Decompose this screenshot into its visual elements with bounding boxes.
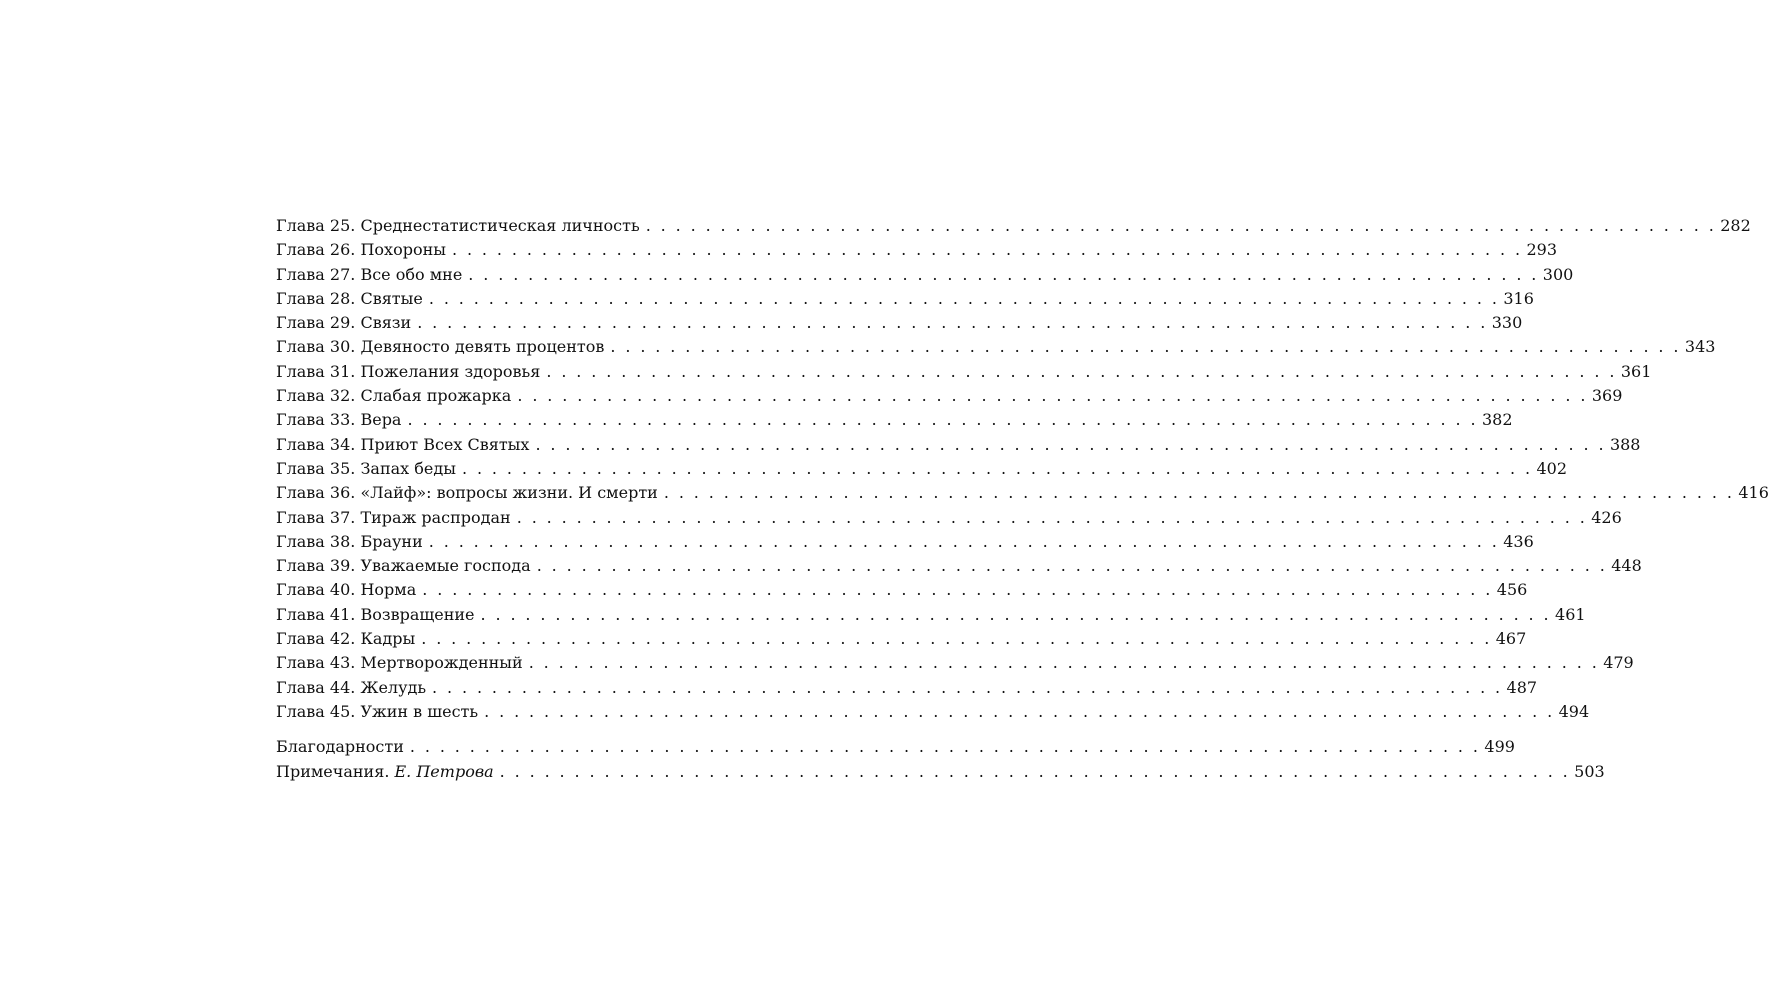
dot-leader: . . . . . . . . . . . . . . . . . . . . . . . . . . . . . . . . . . . . . . . . . . . . . . . . . . . . . . . . . . . . . . . . . . . . . . . .	[499, 761, 1571, 781]
toc-row-notes[interactable]	[276, 760, 1605, 784]
toc-entry-title: Глава 36. «Лайф»: вопросы жизни. И смерти	[276, 483, 658, 503]
toc-entry-title: Глава 27. Все обо мне	[276, 264, 463, 284]
toc-row[interactable]	[276, 481, 1769, 505]
toc-page-number: 467	[1495, 629, 1527, 649]
toc-page-number: 494	[1558, 701, 1590, 721]
toc-entry-title: Глава 44. Желудь	[276, 677, 427, 697]
toc-page-number: 448	[1611, 556, 1642, 576]
toc-page-number: 316	[1503, 288, 1534, 308]
toc-page-number: 503	[1574, 761, 1605, 781]
toc-row[interactable]	[276, 433, 1641, 457]
toc-page-number: 343	[1684, 337, 1716, 357]
toc-page-number: 436	[1503, 531, 1534, 551]
section-gap	[276, 724, 723, 735]
toc-entry-title: Глава 29. Связи	[276, 313, 412, 333]
toc-row[interactable]	[276, 554, 1642, 578]
toc-row[interactable]	[276, 700, 1590, 724]
toc-entry-title: Глава 37. Тираж распродан	[276, 507, 511, 527]
dot-leader: . . . . . . . . . . . . . . . . . . . . . . . . . . . . . . . . . . . . . . . . . . . . . . . . . . . . . . . . . . . . . . . . . . . . . . . .	[663, 483, 1735, 503]
chapter-list	[276, 214, 1769, 724]
dot-leader: . . . . . . . . . . . . . . . . . . . . . . . . . . . . . . . . . . . . . . . . . . . . . . . . . . . . . . . . . . . . . . . . . . . . . . . .	[546, 361, 1617, 381]
toc-row[interactable]	[276, 311, 1523, 335]
dot-leader: . . . . . . . . . . . . . . . . . . . . . . . . . . . . . . . . . . . . . . . . . . . . . . . . . . . . . . . . . . . . . . . . . . . . . . . .	[528, 653, 1600, 673]
toc-row[interactable]	[276, 214, 1751, 238]
toc-page-number: 402	[1536, 458, 1568, 478]
dot-leader: . . . . . . . . . . . . . . . . . . . . . . . . . . . . . . . . . . . . . . . . . . . . . . . . . . . . . . . . . . . . . . . . . . . . . . . .	[417, 313, 1488, 333]
toc-page-number: 487	[1506, 677, 1538, 697]
toc-page-number: 456	[1496, 580, 1528, 600]
toc-row[interactable]	[276, 627, 1527, 651]
dot-leader: . . . . . . . . . . . . . . . . . . . . . . . . . . . . . . . . . . . . . . . . . . . . . . . . . . . . . . . . . . . . . . . . . . . . . . . .	[461, 458, 1533, 478]
toc-row[interactable]	[276, 676, 1538, 700]
toc-entry-title: Глава 35. Запах беды	[276, 458, 456, 478]
dot-leader: . . . . . . . . . . . . . . . . . . . . . . . . . . . . . . . . . . . . . . . . . . . . . . . . . . . . . . . . . . . . . . . . . . . . . . . .	[428, 531, 1500, 551]
toc-entry-title: Глава 34. Приют Всех Святых	[276, 434, 530, 454]
dot-leader: . . . . . . . . . . . . . . . . . . . . . . . . . . . . . . . . . . . . . . . . . . . . . . . . . . . . . . . . . . . . . . . . . . . . . . . .	[451, 240, 1523, 260]
dot-leader: . . . . . . . . . . . . . . . . . . . . . . . . . . . . . . . . . . . . . . . . . . . . . . . . . . . . . . . . . . . . . . . . . . . . . . . .	[484, 701, 1555, 721]
dot-leader: . . . . . . . . . . . . . . . . . . . . . . . . . . . . . . . . . . . . . . . . . . . . . . . . . . . . . . . . . . . . . . . . . . . . . . . .	[407, 410, 1478, 430]
dot-leader: . . . . . . . . . . . . . . . . . . . . . . . . . . . . . . . . . . . . . . . . . . . . . . . . . . . . . . . . . . . . . . . . . . . . . . . .	[517, 386, 1588, 406]
toc-entry-title: Глава 30. Девяносто девять процентов	[276, 337, 605, 357]
dot-leader: . . . . . . . . . . . . . . . . . . . . . . . . . . . . . . . . . . . . . . . . . . . . . . . . . . . . . . . . . . . . . . . . . . . . . . . .	[536, 556, 1608, 576]
toc-row[interactable]	[276, 335, 1716, 359]
toc-page-number: 300	[1542, 264, 1574, 284]
toc-row[interactable]	[276, 457, 1568, 481]
notes-label: Примечания.	[276, 761, 390, 781]
toc-entry-title: Глава 39. Уважаемые господа	[276, 556, 531, 576]
toc-row[interactable]	[276, 408, 1513, 432]
dot-leader: . . . . . . . . . . . . . . . . . . . . . . . . . . . . . . . . . . . . . . . . . . . . . . . . . . . . . . . . . . . . . . . . . . . . . . . .	[409, 737, 1481, 757]
toc-row[interactable]	[276, 287, 1534, 311]
toc-entry-title: Глава 45. Ужин в шесть	[276, 701, 479, 721]
toc-page-number: 282	[1720, 216, 1751, 235]
toc-entry-title: Глава 42. Кадры	[276, 629, 416, 649]
toc-page-number: 461	[1555, 604, 1586, 624]
toc-row[interactable]	[276, 603, 1586, 627]
dot-leader: . . . . . . . . . . . . . . . . . . . . . . . . . . . . . . . . . . . . . . . . . . . . . . . . . . . . . . . . . . . . . . . . . . . . . . . .	[421, 629, 1492, 649]
dot-leader: . . . . . . . . . . . . . . . . . . . . . . . . . . . . . . . . . . . . . . . . . . . . . . . . . . . . . . . . . . . . . . . . . . . . . . . .	[645, 216, 1717, 235]
dot-leader: . . . . . . . . . . . . . . . . . . . . . . . . . . . . . . . . . . . . . . . . . . . . . . . . . . . . . . . . . . . . . . . . . . . . . . . .	[610, 337, 1681, 357]
toc-entry-title: Глава 28. Святые	[276, 288, 423, 308]
toc-row[interactable]	[276, 651, 1634, 675]
toc-entry-title: Глава 41. Возвращение	[276, 604, 475, 624]
toc-page-number: 293	[1526, 240, 1558, 260]
notes-author: Е. Петрова	[394, 761, 494, 781]
toc-row[interactable]	[276, 578, 1528, 602]
toc-row[interactable]	[276, 530, 1534, 554]
dot-leader: . . . . . . . . . . . . . . . . . . . . . . . . . . . . . . . . . . . . . . . . . . . . . . . . . . . . . . . . . . . . . . . . . . . . . . . .	[480, 604, 1552, 624]
toc-page-number: 479	[1603, 653, 1634, 673]
toc-page-number: 369	[1591, 386, 1623, 406]
toc-entry-title: Глава 31. Пожелания здоровья	[276, 361, 541, 381]
toc-page-number: 416	[1738, 483, 1769, 503]
toc-row[interactable]	[276, 263, 1574, 287]
dot-leader: . . . . . . . . . . . . . . . . . . . . . . . . . . . . . . . . . . . . . . . . . . . . . . . . . . . . . . . . . . . . . . . . . . . . . . . .	[468, 264, 1539, 284]
toc-entry-title: Глава 33. Вера	[276, 410, 402, 430]
dot-leader: . . . . . . . . . . . . . . . . . . . . . . . . . . . . . . . . . . . . . . . . . . . . . . . . . . . . . . . . . . . . . . . . . . . . . . . .	[535, 434, 1606, 454]
toc-row-acknowledgements[interactable]	[276, 735, 1515, 759]
toc-entry-title: Глава 43. Мертворожденный	[276, 653, 523, 673]
toc-page-number: 382	[1481, 410, 1513, 430]
toc-entry-title: Благодарности	[276, 737, 404, 757]
toc-entry-title: Глава 25. Среднестатистическая личность	[276, 216, 640, 235]
dot-leader: . . . . . . . . . . . . . . . . . . . . . . . . . . . . . . . . . . . . . . . . . . . . . . . . . . . . . . . . . . . . . . . . . . . . . . . .	[428, 288, 1500, 308]
table-of-contents	[276, 214, 1769, 784]
toc-page-number: 426	[1591, 507, 1622, 527]
dot-leader: . . . . . . . . . . . . . . . . . . . . . . . . . . . . . . . . . . . . . . . . . . . . . . . . . . . . . . . . . . . . . . . . . . . . . . . .	[432, 677, 1503, 697]
toc-page-number: 388	[1609, 434, 1641, 454]
toc-page-number: 330	[1491, 313, 1523, 333]
dot-leader: . . . . . . . . . . . . . . . . . . . . . . . . . . . . . . . . . . . . . . . . . . . . . . . . . . . . . . . . . . . . . . . . . . . . . . . .	[516, 507, 1588, 527]
toc-entry-title: Глава 26. Похороны	[276, 240, 446, 260]
toc-row[interactable]	[276, 384, 1623, 408]
toc-page-number: 361	[1620, 361, 1652, 381]
toc-page-number: 499	[1484, 737, 1515, 757]
toc-row[interactable]	[276, 238, 1558, 262]
toc-entry-title: Глава 40. Норма	[276, 580, 417, 600]
dot-leader: . . . . . . . . . . . . . . . . . . . . . . . . . . . . . . . . . . . . . . . . . . . . . . . . . . . . . . . . . . . . . . . . . . . . . . . .	[422, 580, 1493, 600]
toc-row[interactable]	[276, 360, 1652, 384]
toc-row[interactable]	[276, 506, 1622, 530]
toc-entry-title: Глава 32. Слабая прожарка	[276, 386, 512, 406]
toc-entry-title	[276, 760, 500, 784]
toc-entry-title: Глава 38. Брауни	[276, 531, 423, 551]
